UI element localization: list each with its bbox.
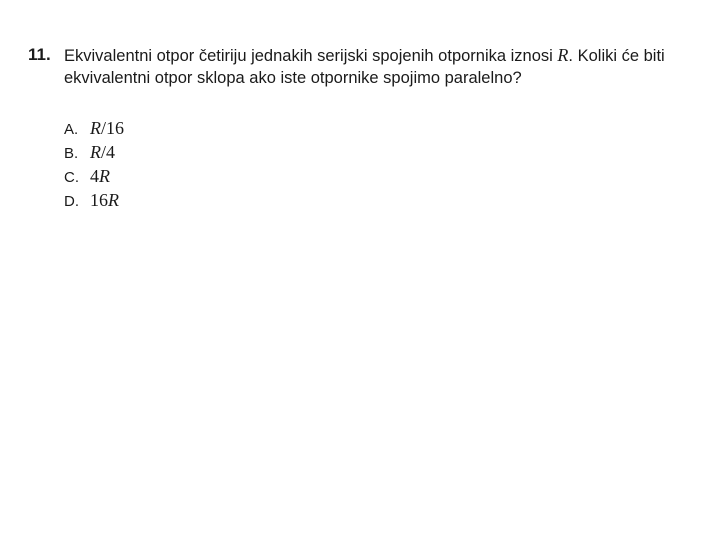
question-text — [64, 44, 704, 89]
question-text-part2: . Koliki će biti ekvivalentni otpor sklopa ako iste otpornike spojimo paralelno? — [64, 47, 665, 87]
option-value — [90, 164, 110, 188]
option-letter: A. — [64, 121, 79, 138]
option-a[interactable] — [64, 116, 124, 140]
option-b[interactable] — [64, 140, 124, 164]
option-part: /4 — [101, 142, 116, 162]
option-letter: B. — [64, 145, 79, 162]
option-value — [90, 116, 124, 140]
option-part: R — [90, 118, 101, 138]
option-letter: D. — [64, 193, 79, 210]
option-value — [90, 140, 115, 164]
option-part: 16 — [90, 190, 108, 210]
question-text-part1: Ekvivalentni otpor četiriju jednakih serijski spojenih otpornika iznosi — [64, 47, 558, 65]
option-part: /16 — [101, 118, 125, 138]
option-part: R — [90, 142, 101, 162]
option-value — [90, 188, 119, 212]
answer-options — [64, 116, 124, 212]
option-part: R — [108, 190, 119, 210]
resistance-symbol: R — [557, 45, 569, 65]
option-part: 4 — [90, 166, 99, 186]
option-part: R — [99, 166, 110, 186]
option-d[interactable] — [64, 188, 124, 212]
option-letter: C. — [64, 169, 79, 186]
question-number: 11. — [28, 45, 51, 64]
option-c[interactable] — [64, 164, 124, 188]
